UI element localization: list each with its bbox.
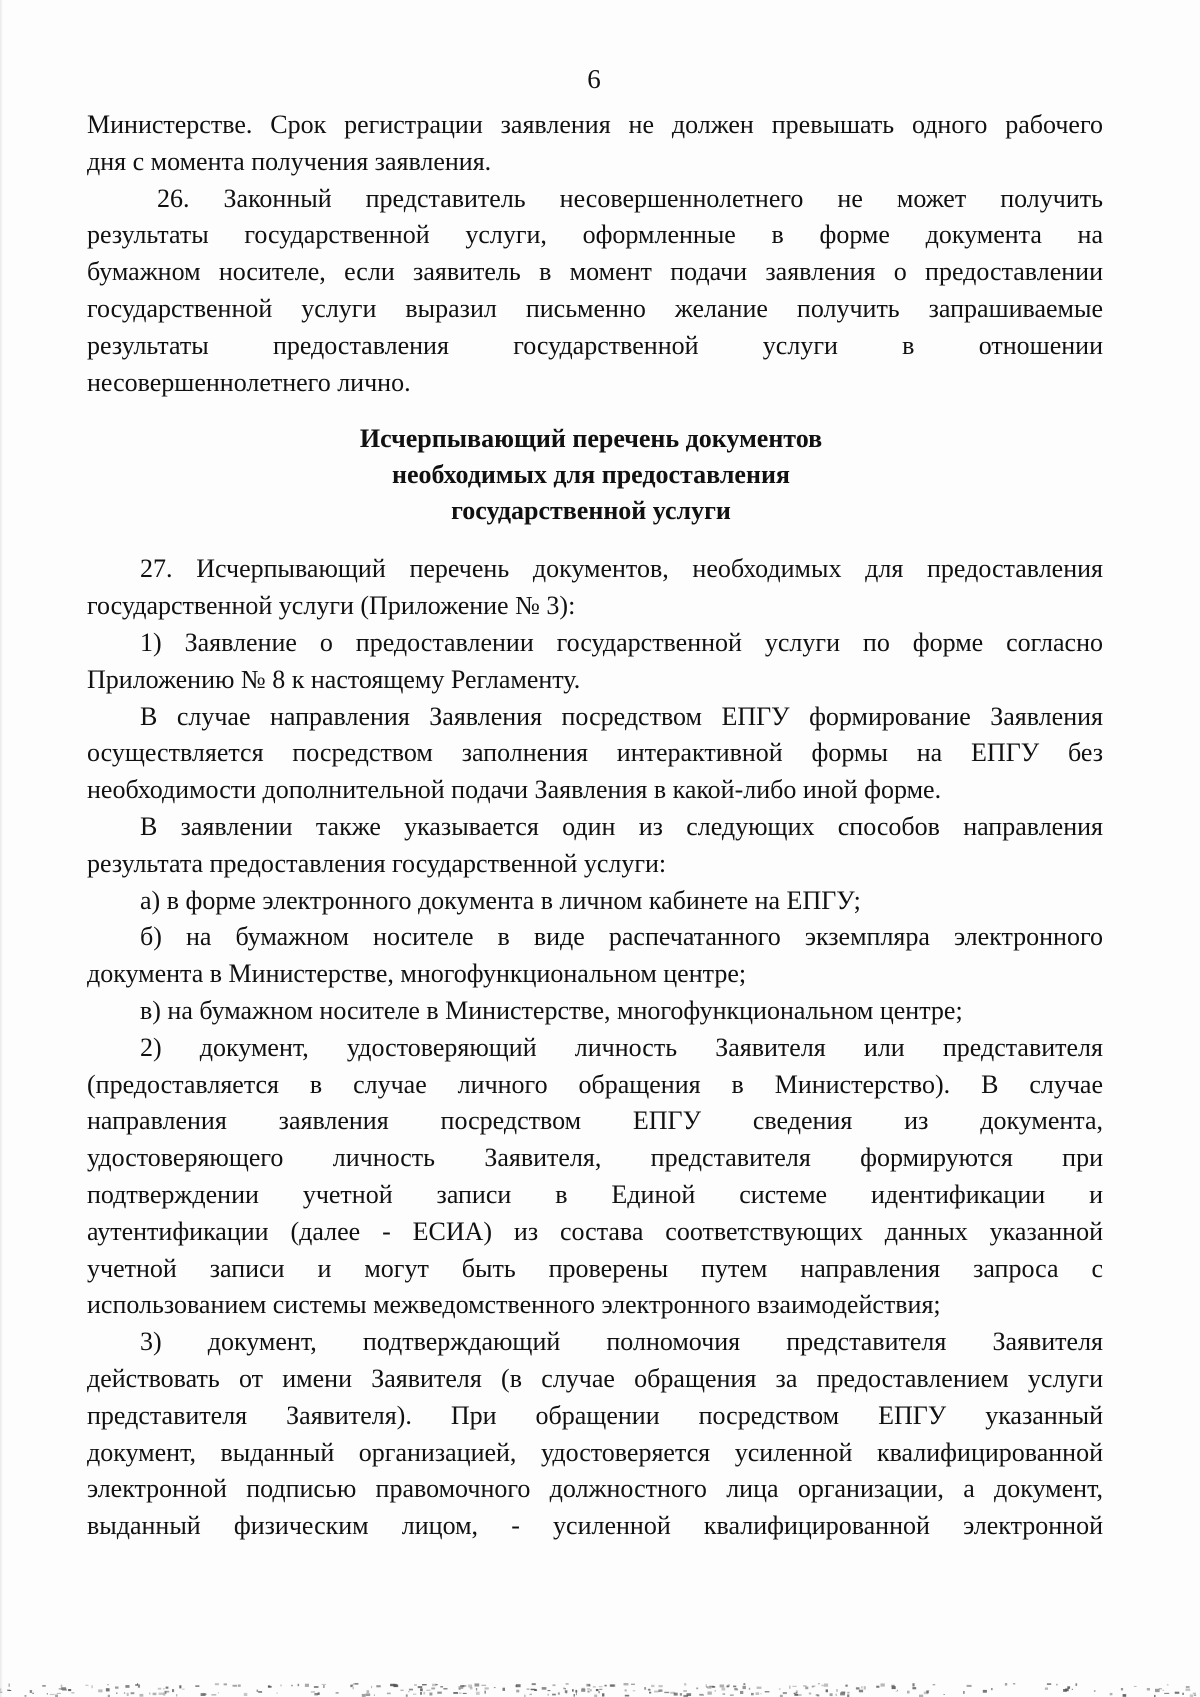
scan-edge-shadow <box>0 0 3 1697</box>
text-line: подтверждении учетной записи в Единой системе идентификации и <box>87 1179 1103 1209</box>
heading-line: государственной услуги <box>451 496 731 526</box>
text-line: 1) Заявление о предоставлении государственной услуги по форме согласно <box>140 627 1103 657</box>
document-list-paragraphs <box>87 551 1103 1545</box>
text-line: 26. Законный представитель несовершеннолетнего не может получить <box>157 183 1103 213</box>
intro-paragraphs <box>87 107 1103 401</box>
text-line: В случае направления Заявления посредством ЕПГУ формирование Заявления <box>140 701 1103 731</box>
text-line: удостоверяющего личность Заявителя, представителя формируются при <box>87 1143 1103 1173</box>
document-body <box>87 107 1103 1545</box>
text-line: документа в Министерстве, многофункциональном центре; <box>87 959 747 989</box>
text-line: В заявлении также указывается один из следующих способов направления <box>140 811 1103 841</box>
text-line: результата предоставления государственной услуги: <box>87 848 667 878</box>
text-line: аутентификации (далее - ЕСИА) из состава соответствующих данных указанной <box>87 1216 1103 1246</box>
text-line: учетной записи и могут быть проверены путем направления запроса с <box>87 1253 1103 1283</box>
text-line: результаты предоставления государственной услуги в отношении <box>87 330 1103 360</box>
text-line: 3) документ, подтверждающий полномочия представителя Заявителя <box>140 1327 1103 1357</box>
text-line: б) на бумажном носителе в виде распечатанного экземпляра электронного <box>140 922 1103 952</box>
text-line: осуществляется посредством заполнения интерактивной формы на ЕПГУ без <box>87 738 1103 768</box>
section-heading <box>87 421 1103 529</box>
scan-bottom-edge-noise <box>0 1675 1200 1697</box>
text-line: а) в форме электронного документа в личном кабинете на ЕПГУ; <box>140 885 861 915</box>
text-line: необходимости дополнительной подачи Заявления в какой-либо иной форме. <box>87 775 942 805</box>
text-line: результаты государственной услуги, оформленные в форме документа на <box>87 220 1103 250</box>
heading-line: Исчерпывающий перечень документов <box>359 424 823 454</box>
text-line: документ, выданный организацией, удостоверяется усиленной квалифицированной <box>87 1437 1103 1467</box>
text-line: (предоставляется в случае личного обращения в Министерство). В случае <box>87 1069 1103 1099</box>
heading-line: необходимых для предоставления <box>391 460 790 490</box>
text-line: 2) документ, удостоверяющий личность Заявителя или представителя <box>140 1032 1103 1062</box>
text-line: несовершеннолетнего лично. <box>87 367 411 397</box>
text-line: 27. Исчерпывающий перечень документов, необходимых для предоставления <box>140 554 1103 584</box>
text-line: Приложению № 8 к настоящему Регламенту. <box>87 664 581 694</box>
text-line: выданный физическим лицом, - усиленной квалифицированной электронной <box>87 1511 1103 1541</box>
text-line: дня с момента получения заявления. <box>87 146 492 176</box>
page-number: 6 <box>587 64 601 94</box>
text-line: Министерстве. Срок регистрации заявления не должен превышать одного рабочего <box>87 110 1103 139</box>
text-line: государственной услуги (Приложение № 3): <box>87 591 576 621</box>
text-line: электронной подписью правомочного должностного лица организации, а документ, <box>87 1474 1103 1504</box>
text-line: действовать от имени Заявителя (в случае обращения за предоставлением услуги <box>87 1363 1103 1393</box>
text-line: направления заявления посредством ЕПГУ сведения из документа, <box>87 1106 1103 1136</box>
text-line: бумажном носителе, если заявитель в момент подачи заявления о предоставлении <box>87 257 1103 287</box>
text-line: использованием системы межведомственного электронного взаимодействия; <box>87 1290 941 1320</box>
text-line: представителя Заявителя). При обращении посредством ЕПГУ указанный <box>87 1400 1103 1430</box>
text-line: государственной услуги выразил письменно желание получить запрашиваемые <box>87 293 1103 323</box>
text-line: в) на бумажном носителе в Министерстве, многофункциональном центре; <box>140 995 963 1025</box>
